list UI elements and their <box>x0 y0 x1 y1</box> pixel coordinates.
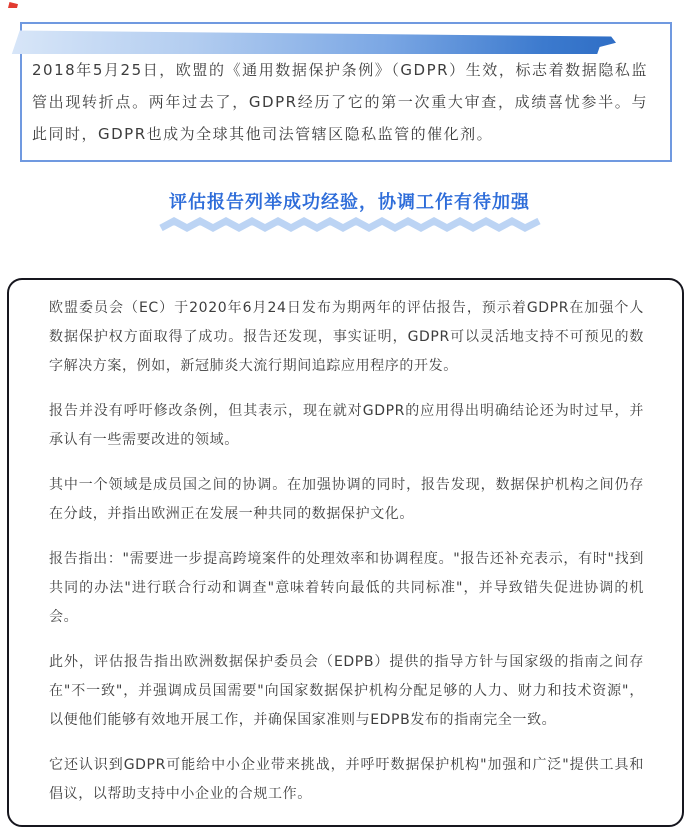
article-paragraph: 报告并没有呼吁修改条例，但其表示，现在就对GDPR的应用得出明确结论还为时过早，并承认有一些需要改进的领域。 <box>49 403 644 448</box>
article-paragraph: 欧盟委员会（EC）于2020年6月24日发布为期两年的评估报告，预示着GDPR在加强个人数据保护权方面取得了成功。报告还发现，事实证明，GDPR可以灵活地支持不可预见的数字解决方案，例如，新冠肺炎大流行期间追踪应用程序的开发。 <box>49 300 644 374</box>
red-corner-mark <box>8 2 18 8</box>
article-paragraph: 报告指出："需要进一步提高跨境案件的处理效率和协调程度。"报告还补充表示，有时"找到共同的办法"进行联合行动和调查"意味着转向最低的共同标准"，并导致错失促进协调的机会。 <box>49 551 644 625</box>
article-paragraph: 它还认识到GDPR可能给中小企业带来挑战，并呼吁数据保护机构"加强和广泛"提供工具和倡议，以帮助支持中小企业的合规工作。 <box>49 757 644 802</box>
wave-underline-decoration <box>158 217 542 232</box>
article-paragraph: 其中一个领域是成员国之间的协调。在加强协调的同时，报告发现，数据保护机构之间仍存在分歧，并指出欧洲正在发展一种共同的数据保护文化。 <box>49 477 644 522</box>
intro-paragraph: 2018年5月25日，欧盟的《通用数据保护条例》（GDPR）生效，标志着数据隐私监管出现转折点。两年过去了，GDPR经历了它的第一次重大审查，成绩喜忧参半。与此同时，GDPR也成为全球其他司法管辖区隐私监管的催化剂。 <box>32 61 648 143</box>
section-heading-block <box>0 188 699 232</box>
article-paragraph: 此外，评估报告指出欧洲数据保护委员会（EDPB）提供的指导方针与国家级的指南之间存在"不一致"，并强调成员国需要"向国家数据保护机构分配足够的人力、财力和技术资源"，以便他们能够有效地开展工作，并确保国家准则与EDPB发布的指南完全一致。 <box>49 654 644 728</box>
section-heading: 评估报告列举成功经验，协调工作有待加强 <box>169 192 530 213</box>
article-card <box>7 278 684 827</box>
